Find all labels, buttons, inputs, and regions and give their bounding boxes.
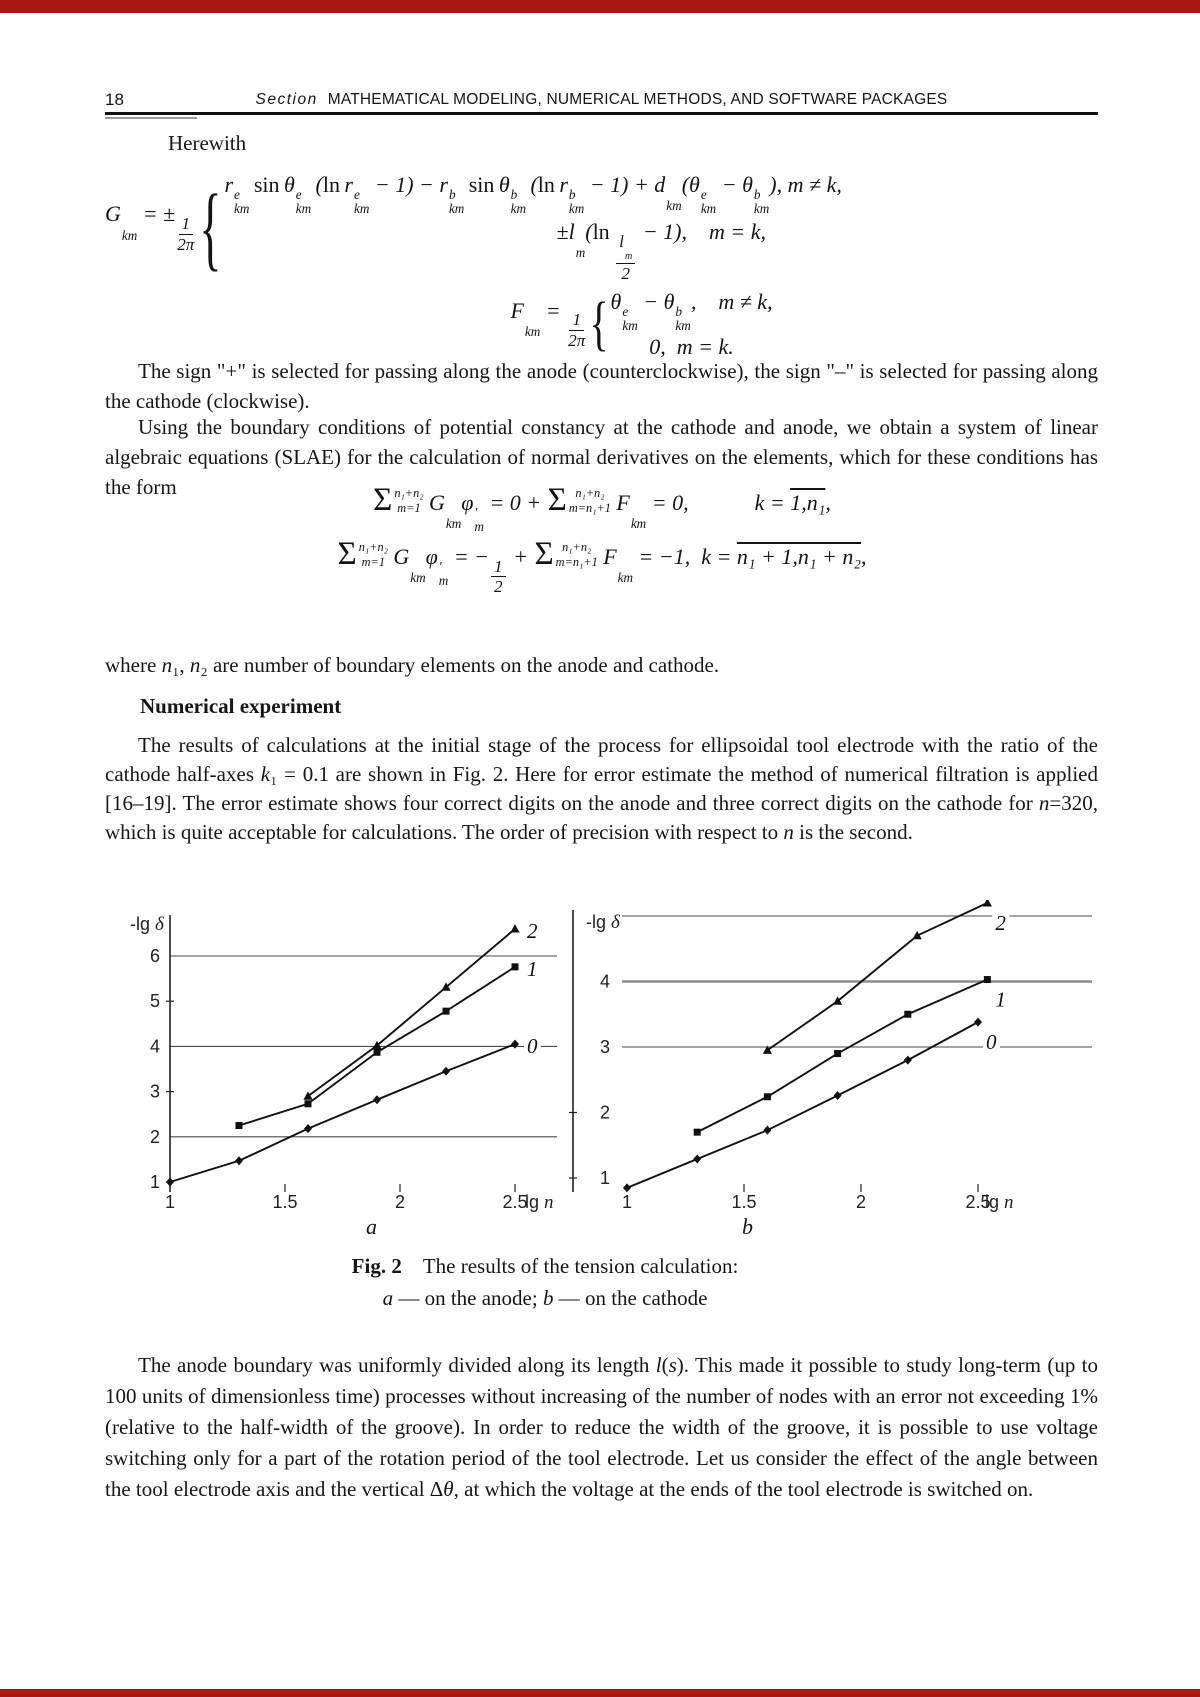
- paragraph-where: where n₁, n₂ are number of boundary elements on the anode and cathode.: [105, 653, 720, 677]
- chart-b-caption-letter: b: [742, 1214, 753, 1239]
- section-label: Section: [255, 91, 318, 108]
- square-marker: [984, 976, 991, 983]
- diamond-marker: [693, 1155, 701, 1164]
- x-tick-label: 1.5: [731, 1192, 757, 1212]
- section-title-text: MATHEMATICAL MODELING, NUMERICAL METHODS, AND SOFTWARE PACKAGES: [327, 91, 948, 108]
- square-marker: [305, 1100, 312, 1107]
- square-marker: [236, 1122, 243, 1129]
- equation-f-lhs: F km = $\frac{1}{2\pi}$: [510, 297, 586, 351]
- section-title: [105, 91, 1098, 109]
- square-marker: [443, 1008, 450, 1015]
- series-0-line: [170, 1044, 515, 1182]
- equation-g-lhs: G km = ± $\frac{1}{2\pi}$: [105, 201, 195, 254]
- paragraph-anode-boundary: The anode boundary was uniformly divided along its length l(s). This made it possible to study long-term (up to 100 units of dimensionless time) processes without increasing of the number of nodes with an error not exceeding 1% (relative to the half-width of the groove). In order to reduce the width of the groove, it is possible to use voltage switching only for a part of the rotation period of the tool electrode. Let us consider the effect of the angle between the tool electrode axis and the vertical Δθ, at which the voltage at the ends of the tool electrode is switched on.: [105, 1353, 1098, 1501]
- left-brace-glyph: {: [199, 174, 222, 280]
- diamond-marker: [974, 1018, 982, 1027]
- diamond-marker: [442, 1067, 450, 1076]
- series-2-line: [767, 903, 987, 1050]
- y-axis-title: -lg δ: [130, 914, 164, 935]
- chart-a-caption-letter: a: [366, 1214, 377, 1239]
- heading-numerical-experiment: Numerical experiment: [140, 694, 342, 718]
- triangle-marker: [983, 900, 992, 907]
- left-brace-glyph: {: [589, 289, 609, 358]
- series-2-line: [308, 929, 515, 1096]
- triangle-marker: [510, 924, 519, 932]
- header-rule-secondary: [105, 117, 197, 119]
- square-marker: [374, 1049, 381, 1056]
- diamond-marker: [623, 1183, 631, 1192]
- figure-caption-line1: Fig. 2 The results of the tension calculation:: [351, 1254, 739, 1278]
- page-header: [105, 88, 1098, 114]
- y-tick-label: 3: [599, 1037, 610, 1057]
- series-1-line: [697, 980, 987, 1133]
- equation-slae-cathode: Σ n₁+n₂ m=1 G km φ ′ m = − $\frac{1}{2}$ + Σ n₁+n₂ m=n₁+1 F km = −1, k = n₁ + 1,n₁ + n₂,: [337, 536, 867, 597]
- square-marker: [512, 963, 519, 970]
- x-tick-label: 1: [621, 1192, 633, 1212]
- x-tick-label: 2: [855, 1192, 867, 1212]
- equation-g-row: [105, 172, 1098, 284]
- y-tick-label: 4: [599, 971, 610, 992]
- diamond-marker: [304, 1124, 312, 1133]
- series-0-label: 0: [986, 1030, 997, 1055]
- equation-f-row: [105, 289, 1098, 360]
- x-tick-label: 2.5: [965, 1192, 991, 1212]
- series-0-label: 0: [527, 1034, 538, 1059]
- y-tick-label: 4: [149, 1036, 160, 1057]
- chart-b-svg: [560, 900, 1100, 1230]
- diamond-marker: [511, 1040, 519, 1049]
- herewith-lead: Herewith: [168, 131, 247, 155]
- diamond-marker: [235, 1156, 243, 1165]
- y-tick-label: 1: [149, 1172, 160, 1192]
- header-rule: [105, 112, 1098, 115]
- y-tick-label: 1: [599, 1168, 610, 1188]
- series-1-label: 1: [527, 956, 538, 981]
- y-tick-label: 5: [149, 991, 160, 1012]
- paragraph-using: Using the boundary conditions of potential constancy at the cathode and anode, we obtain a system of linear algebraic equations (SLAE) for the calculation of normal derivatives on the elements, which for these conditions has the form: [105, 415, 1098, 499]
- diamond-marker: [904, 1056, 912, 1065]
- equation-g-case2: ±l m (ln l m 2 − 1), m = k,: [556, 218, 766, 284]
- x-axis-title: lg n: [525, 1192, 554, 1213]
- y-tick-label: 2: [149, 1126, 160, 1147]
- top-red-band: [0, 0, 1200, 13]
- diamond-marker: [166, 1178, 174, 1187]
- x-axis-title: lg n: [985, 1192, 1014, 1213]
- square-marker: [904, 1011, 911, 1018]
- y-tick-label: 6: [149, 946, 160, 966]
- equation-g-f: [105, 172, 1098, 360]
- square-marker: [834, 1050, 841, 1057]
- equation-f-cases: [611, 289, 773, 360]
- y-tick-label: 3: [149, 1081, 160, 1102]
- series-2-label: 2: [527, 918, 538, 943]
- y-tick-label: 2: [599, 1102, 610, 1123]
- equation-g-cases: [224, 172, 1098, 284]
- bottom-red-band: [0, 1689, 1200, 1697]
- square-marker: [764, 1093, 771, 1100]
- y-axis-title: -lg δ: [586, 912, 620, 933]
- paragraph-sign: The sign "+" is selected for passing along the anode (counterclockwise), the sign "–" is selected for passing along the cathode (clockwise).: [105, 359, 1098, 413]
- x-tick-label: 1: [164, 1192, 176, 1212]
- figure-caption-line2: a — on the anode; b — on the cathode: [382, 1286, 708, 1310]
- series-1-label: 1: [995, 987, 1006, 1012]
- diamond-marker: [834, 1091, 842, 1100]
- x-tick-label: 2: [394, 1192, 406, 1212]
- diamond-marker: [373, 1095, 381, 1104]
- x-tick-label: 2.5: [502, 1192, 528, 1212]
- x-tick-label: 1.5: [272, 1192, 298, 1212]
- equation-g-case1: r e km sin θ e km (ln r e km − 1) − r b km sin θ b km (ln r b km − 1) + d km (θ e km − θ b km ), m ≠ k,: [224, 172, 842, 217]
- paragraph-results: The results of calculations at the initial stage of the process for ellipsoidal tool electrode with the ratio of the cathode half-axes k₁ = 0.1 are shown in Fig. 2. Here for error estimate the method of numerical filtration is applied [16–19]. The error estimate shows four correct digits on the anode and three correct digits on the cathode for n=320, which is quite acceptable for calculations. The order of precision with respect to n is the second.: [105, 733, 1098, 844]
- diamond-marker: [763, 1126, 771, 1135]
- equation-f-case1: θ e km − θ b km , m ≠ k,: [610, 288, 773, 333]
- series-2-label: 2: [995, 910, 1006, 935]
- equation-slae-anode: Σ n₁+n₂ m=1 G km φ ′ m = 0 + Σ n₁+n₂ m=n₁+1 F km = 0, k = 1,n₁,: [373, 482, 831, 535]
- page-number: 18: [105, 90, 124, 109]
- chart-a-svg: [105, 900, 565, 1230]
- equation-f-case2: 0, m = k.: [649, 333, 734, 359]
- square-marker: [694, 1129, 701, 1136]
